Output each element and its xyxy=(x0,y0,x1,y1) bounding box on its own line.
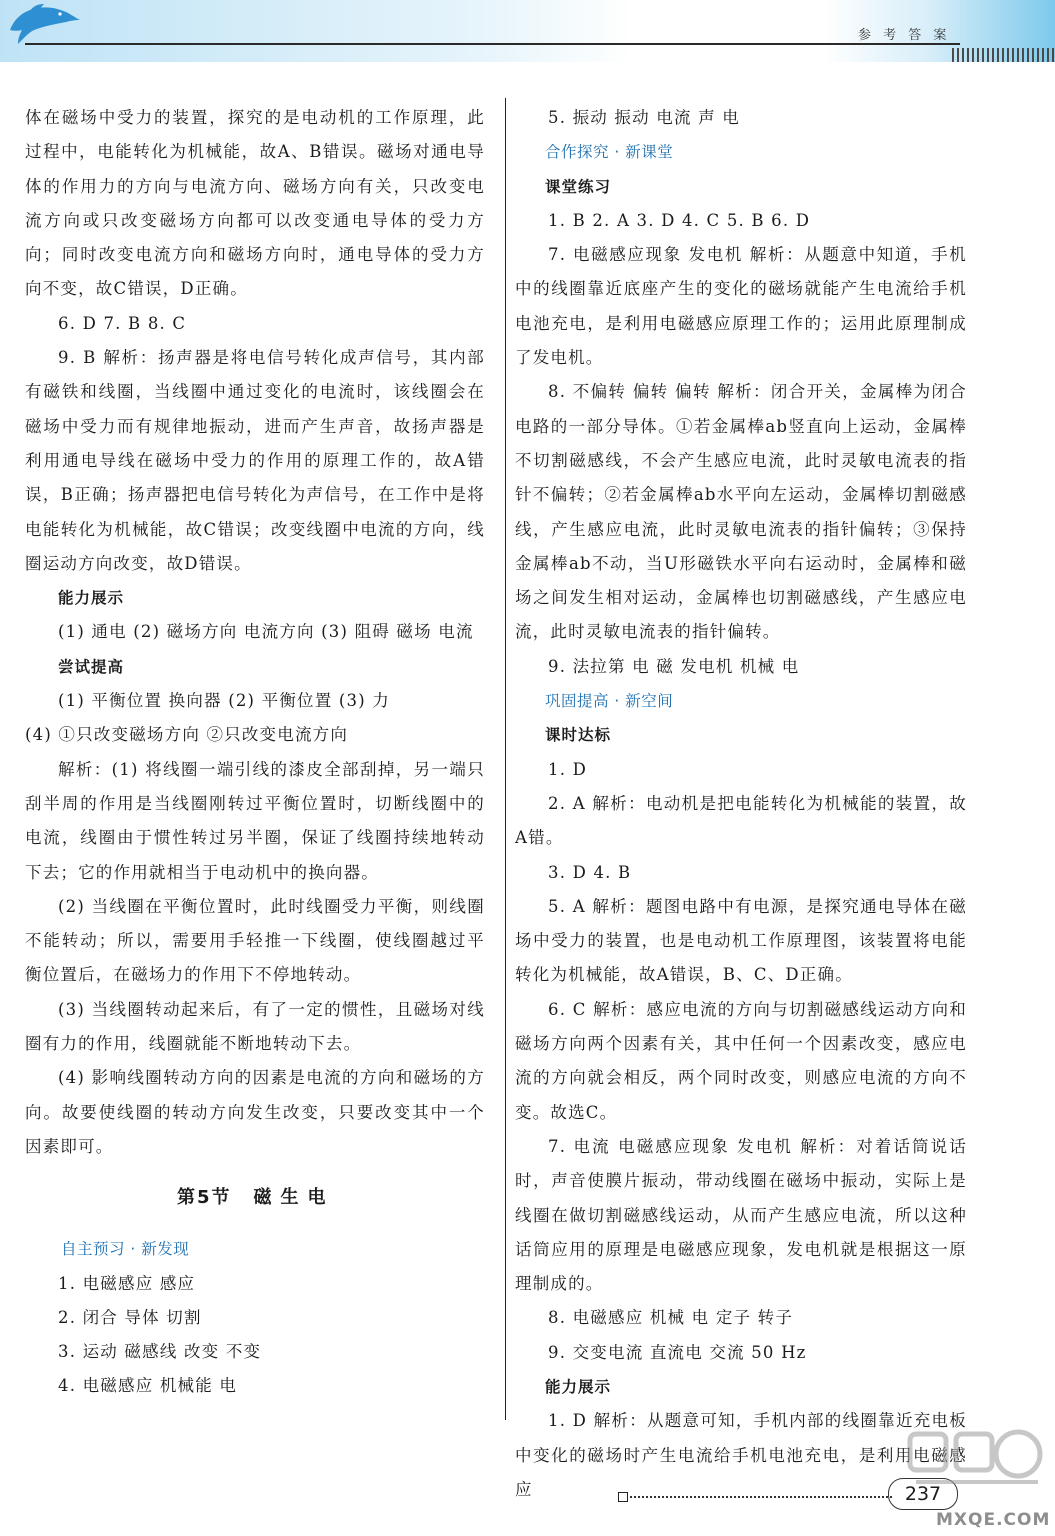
footer-dotted-rule xyxy=(618,1486,898,1506)
footer-dots xyxy=(630,1496,892,1498)
answer-paragraph: 5. 振动 振动 电流 声 电 xyxy=(548,108,740,127)
answer-paragraph: 9. B 解析：扬声器是将电信号转化成声信号，其内部有磁铁和线圈，当线圈中通过变化的电流时，该线圈会在磁场中受力而有规律地振动，进而产生声音，故扬声器是利用通电导线在磁场中受力的作用的原理工作的，故A错误，B正确；扬声器把电信号转化为声信号，在工作中是将电能转化为机械能，故C错误；改变线圈中电流的方向，线圈运动方向改变，故D错误。 xyxy=(25,348,485,573)
section-title xyxy=(25,1164,485,1232)
answer-paragraph: 4. 电磁感应 机械能 电 xyxy=(58,1376,238,1396)
left-answer-column xyxy=(25,101,485,1404)
answer-paragraph: 7. 电流 电磁感应现象 发电机 解析：对着话筒说话时，声音使膜片振动，带动线圈在磁场中振动，实际上是线圈在做切割磁感线运动，从而产生感应电流，所以这种话筒应用的原理是电磁感应现象，发电机就是根据这一原理制成的。 xyxy=(515,1136,967,1294)
answer-paragraph: 3. D 4. B xyxy=(548,862,632,882)
column-divider xyxy=(505,98,506,1420)
header-rule xyxy=(25,43,960,45)
module-heading: 巩固提高 · 新空间 xyxy=(545,692,674,711)
answer-paragraph: 解析：(1) 将线圈一端引线的漆皮全部刮掉，另一端只刮半周的作用是当线圈刚转过平衡位置时，切断线圈中的电流，线圈由于惯性转过另半圈，保证了线圈持续地转动下去；它的作用就相当于电动机中的换向器。 xyxy=(25,759,485,882)
answer-paragraph: 3. 运动 磁感线 改变 不变 xyxy=(58,1342,262,1362)
answer-paragraph: 2. 闭合 导体 切割 xyxy=(58,1307,202,1327)
answer-paragraph: 6. D 7. B 8. C xyxy=(58,313,187,333)
answer-paragraph: 1. 电磁感应 感应 xyxy=(58,1273,196,1293)
answer-paragraph: 1. D xyxy=(548,759,588,779)
answer-paragraph: 5. A 解析：题图电路中有电源，是探究通电导体在磁场中受力的装置，也是电动机工作原理图，该装置将电能转化为机械能，故A错误，B、C、D正确。 xyxy=(515,896,967,985)
subsection-heading: 尝试提高 xyxy=(58,657,125,676)
answer-paragraph: (1) 通电 (2) 磁场方向 电流方向 (3) 阻碍 磁场 电流 xyxy=(58,622,474,642)
answer-paragraph: 8. 不偏转 偏转 偏转 解析：闭合开关，金属棒为闭合电路的一部分导体。①若金属棒ab竖直向上运动，金属棒不切割磁感线，不会产生感应电流，此时灵敏电流表的指针不偏转；②若金属棒ab水平向左运动，金属棒切割磁感线，产生感应电流，此时灵敏电流表的指针偏转；③保持金属棒ab不动，当U形磁铁水平向右运动时，金属棒和磁场之间发生相对运动，金属棒也切割磁感线，产生感应电流，此时灵敏电流表的指针偏转。 xyxy=(515,382,967,642)
answer-paragraph: (3) 当线圈转动起来后，有了一定的惯性，且磁场对线圈有力的作用，线圈就能不断地转动下去。 xyxy=(25,999,485,1054)
module-heading: 合作探究 · 新课堂 xyxy=(545,143,674,162)
subsection-heading: 课时达标 xyxy=(545,726,612,745)
answer-paragraph: 1. D 解析：从题意可知，手机内部的线圈靠近充电板中变化的磁场时产生电流给手机电池充电，是利用电磁感应 xyxy=(515,1411,967,1499)
page-number: 237 xyxy=(888,1478,958,1510)
subsection-heading: 课堂练习 xyxy=(545,177,612,196)
answer-paragraph: (1) 平衡位置 换向器 (2) 平衡位置 (3) 力 xyxy=(58,691,390,711)
answer-paragraph: 6. C 解析：感应电流的方向与切割磁感线运动方向和磁场方向两个因素有关，其中任何一个因素改变，感应电流的方向就会相反，两个同时改变，则感应电流的方向不变。故选C。 xyxy=(515,999,967,1122)
module-heading: 自主预习 · 新发现 xyxy=(61,1240,190,1259)
header-barcode-stripes xyxy=(952,48,1055,62)
footer-square-icon xyxy=(618,1492,628,1502)
answer-paragraph: 9. 交变电流 直流电 交流 50 Hz xyxy=(548,1342,807,1362)
answer-paragraph: 体在磁场中受力的装置，探究的是电动机的工作原理，此过程中，电能转化为机械能，故A、B错误。磁场对通电导体的作用力的方向与电流方向、磁场方向有关，只改变电流方向或只改变磁场方向都可以改变通电导体的受力方向；同时改变电流方向和磁场方向时，通电导体的受力方向不变，故C错误，D正确。 xyxy=(25,108,485,299)
answer-paragraph: 2. A 解析：电动机是把电能转化为机械能的装置，故A错。 xyxy=(515,793,967,848)
header-section-label: 参 考 答 案 xyxy=(858,28,951,43)
answer-paragraph: 9. 法拉第 电 磁 发电机 机械 电 xyxy=(548,656,800,676)
answer-paragraph: 7. 电磁感应现象 发电机 解析：从题意中知道，手机中的线圈靠近底座产生的变化的磁场就能产生电流给手机电池充电，是利用电磁感应原理工作的；运用此原理制成了发电机。 xyxy=(515,245,967,368)
answer-paragraph: 1. B 2. A 3. D 4. C 5. B 6. D xyxy=(548,210,811,230)
subsection-heading: 能力展示 xyxy=(58,589,125,608)
right-answer-column xyxy=(515,101,967,1507)
answer-paragraph: 8. 电磁感应 机械 电 定子 转子 xyxy=(548,1308,794,1328)
section-number: 第5节 xyxy=(177,1187,232,1209)
answer-paragraph: (4) 影响线圈转动方向的因素是电流的方向和磁场的方向。故要使线圈的转动方向发生改变，只要改变其中一个因素即可。 xyxy=(25,1068,485,1156)
answer-paragraph: (2) 当线圈在平衡位置时，此时线圈受力平衡，则线圈不能转动；所以，需要用手轻推一下线圈，使线圈越过平衡位置后，在磁场力的作用下不停地转动。 xyxy=(25,896,485,985)
section-name: 磁生电 xyxy=(253,1187,335,1209)
answer-paragraph: (4) ①只改变磁场方向 ②只改变电流方向 xyxy=(25,725,349,745)
subsection-heading: 能力展示 xyxy=(545,1377,612,1396)
watermark-text: MXQE.COM xyxy=(936,1510,1051,1530)
